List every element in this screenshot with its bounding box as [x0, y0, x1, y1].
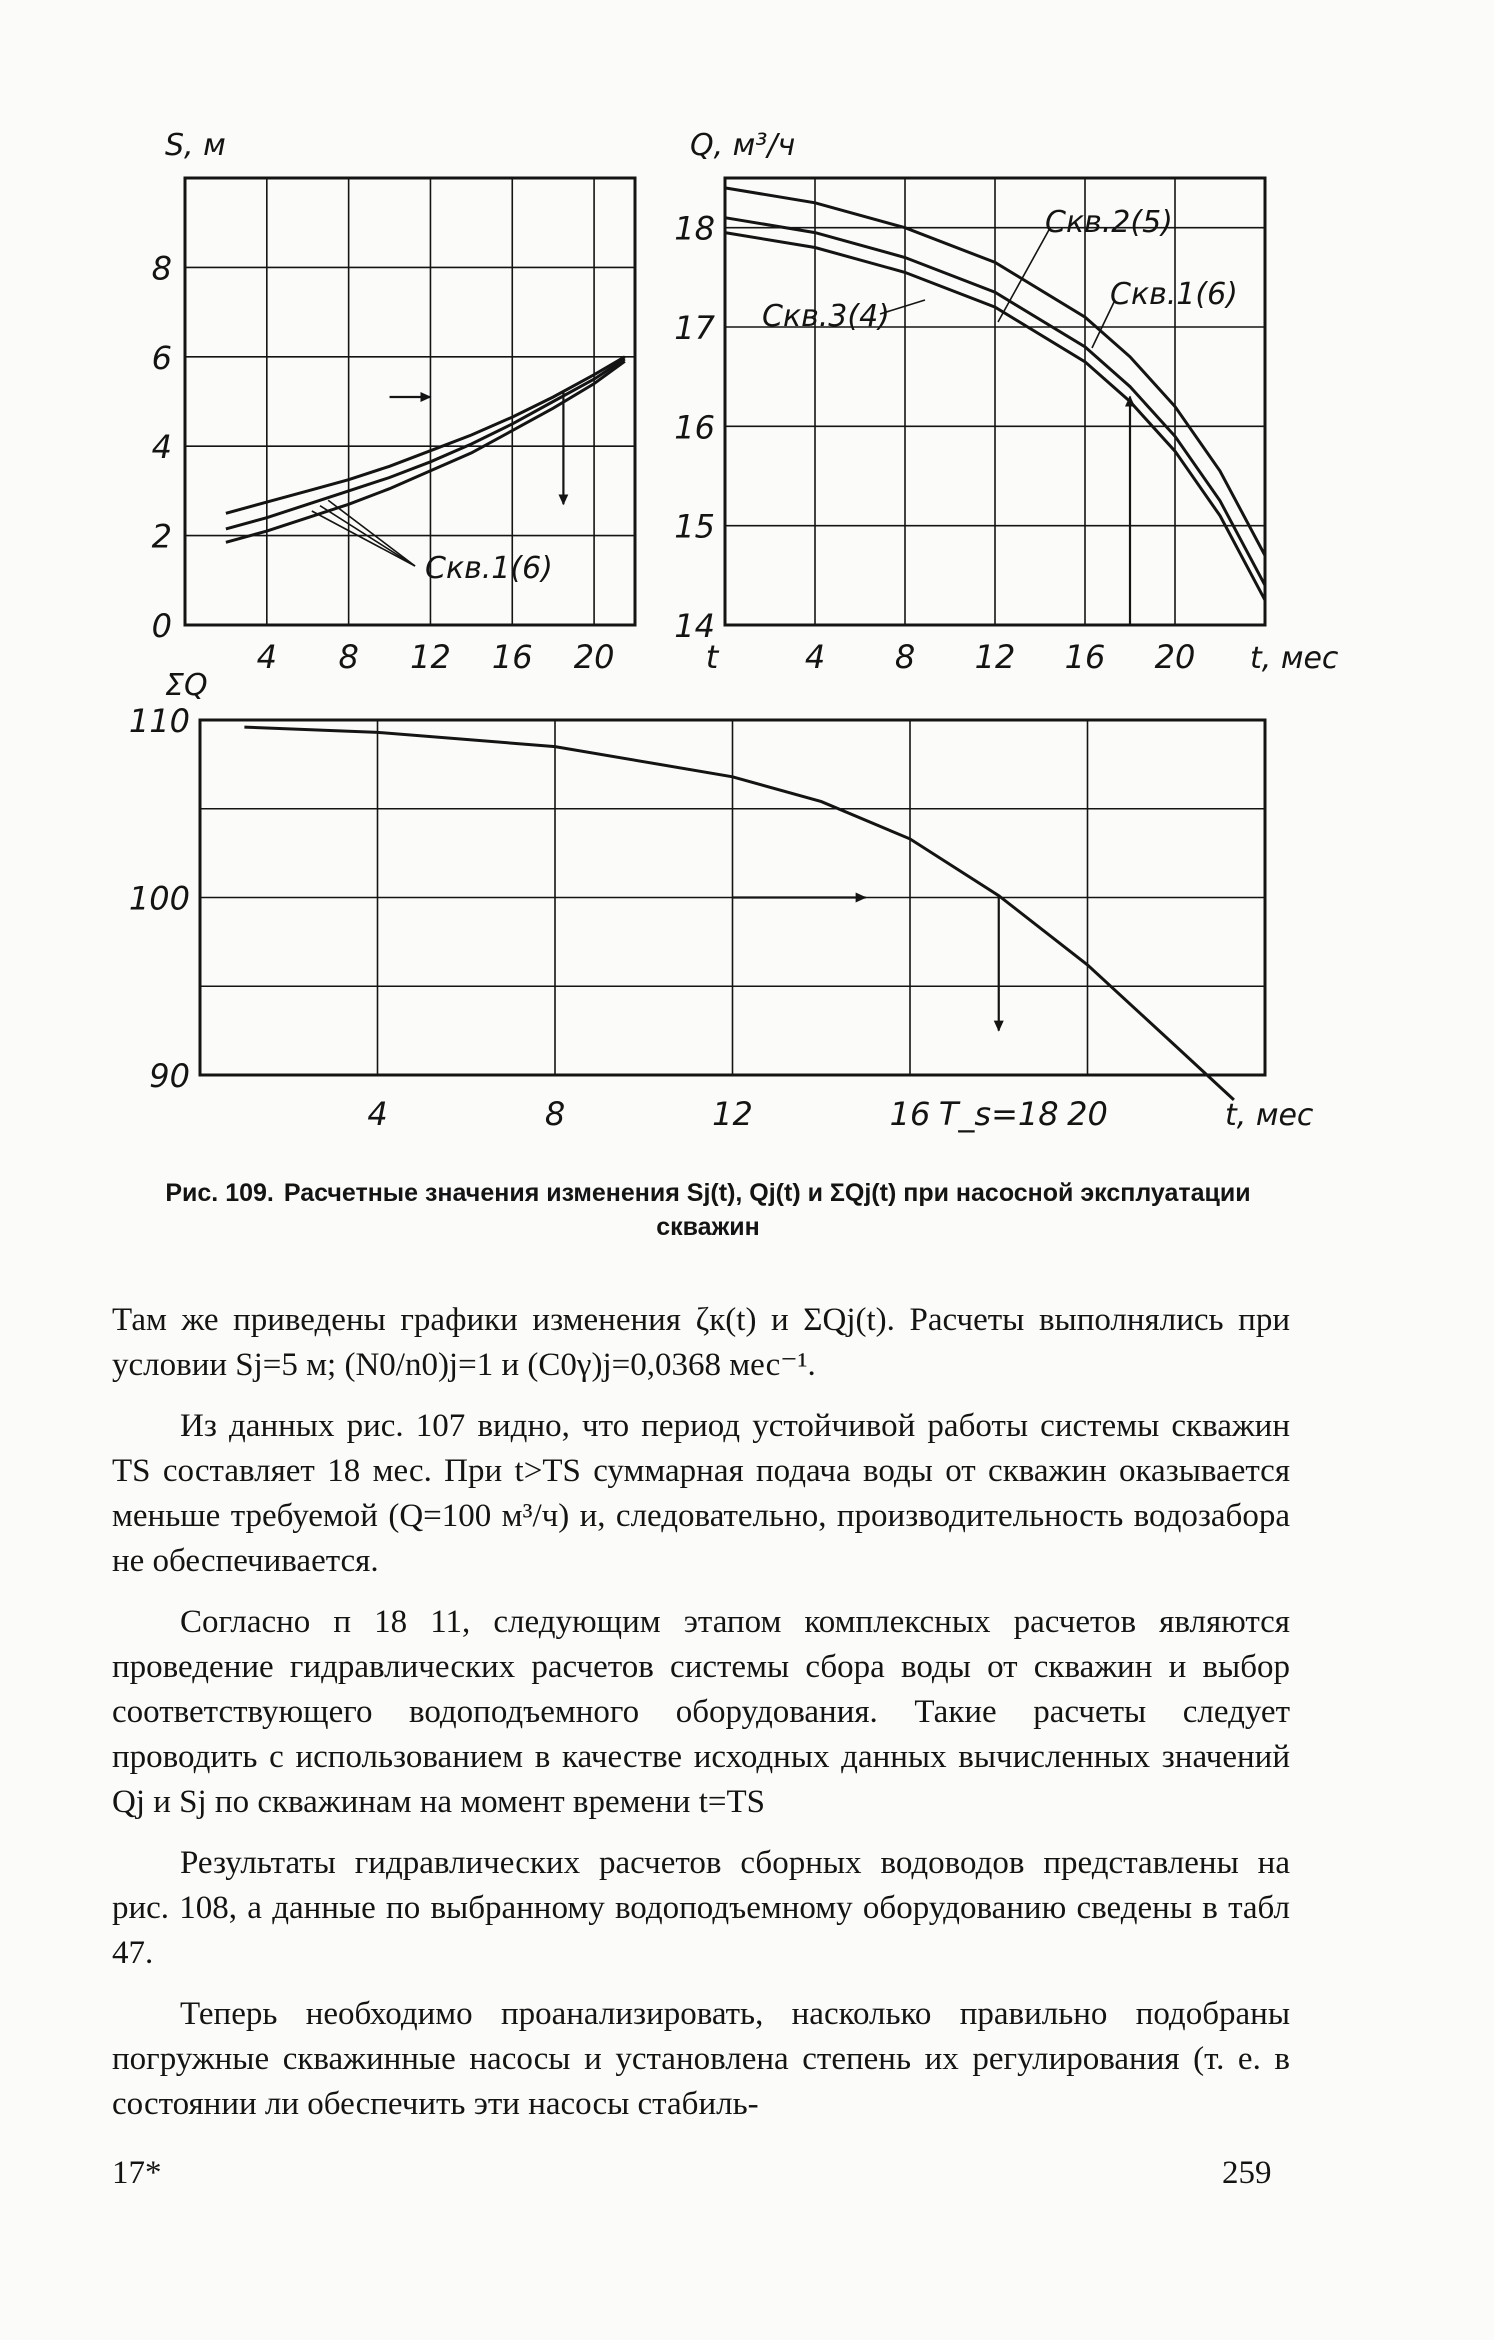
chart2-leader-1: [998, 228, 1050, 322]
chart1-y-tick: 0: [151, 607, 172, 645]
chart2-ylabel: Q, м³/ч: [690, 128, 796, 163]
chart1-x-tick: 4: [256, 638, 277, 676]
chart2-x-origin-label: t: [705, 638, 719, 676]
chart3-x-tick: 4: [367, 1095, 388, 1133]
chart1-series-2-line: [226, 359, 625, 529]
paragraph-4: Результаты гидравлических расчетов сборных водоводов представлены на рис. 108, а данные по выбранному водоподъемному оборудованию сведены в табл 47.: [112, 1845, 1290, 1971]
chart2-y-tick: 18: [674, 209, 715, 248]
chart3-ylabel: ΣQ: [165, 668, 208, 703]
chart2-y-tick: 17: [674, 309, 715, 347]
chart1-y-tick: 2: [151, 517, 172, 556]
chart2-y-tick: 16: [674, 408, 715, 447]
signature-mark: 17*: [112, 2155, 162, 2191]
chart1-x-tick: 20: [573, 638, 615, 676]
chart3-x-tick: 16: [889, 1095, 931, 1133]
caption-label: Рис. 109.: [165, 1179, 274, 1207]
chart3-y-tick: 100: [128, 879, 190, 918]
chart3-x-tick: 8: [544, 1095, 566, 1133]
chart3-y-tick: 90: [149, 1057, 190, 1095]
chart1-x-tick: 12: [410, 638, 451, 676]
chart2-x-tick: 8: [894, 638, 916, 676]
chart1-leader-1: [312, 511, 415, 566]
chart3-xlabel: t, мес: [1225, 1098, 1314, 1133]
chart1-y-tick: 4: [151, 428, 172, 467]
chart3-series-1-line: [244, 727, 1234, 1100]
chart2-y-tick: 14: [674, 607, 715, 645]
chart1-x-tick: 16: [491, 638, 533, 676]
chart1-series-1-line: [226, 357, 625, 514]
chart1-x-tick: 8: [338, 638, 359, 676]
chart2-x-tick: 4: [804, 638, 826, 676]
chart3-y-tick: 110: [128, 702, 190, 740]
chart2-annotation-2: Скв.1(6): [1110, 277, 1238, 312]
caption-text: Расчетные значения изменения Sj(t), Qj(t) и ΣQj(t) при насосной эксплуатации скважин: [283, 1179, 1251, 1241]
chart3-x-tick: 12: [712, 1095, 753, 1133]
chart2-x-tick: 20: [1154, 638, 1196, 676]
page-number: 259: [1222, 2155, 1272, 2191]
chart3-x-tick: T_s=18: [938, 1095, 1059, 1133]
chart3-x-tick: 20: [1067, 1095, 1108, 1133]
chart2-x-tick: 16: [1064, 638, 1106, 676]
chart2-annotation-1: Скв.2(5): [1045, 205, 1173, 240]
chart1-frame: [185, 178, 635, 625]
chart1-y-tick: 6: [151, 338, 172, 377]
paragraph-3: Согласно п 18 11, следующим этапом комплексных расчетов являются проведение гидравлических расчетов системы сбора воды от скважин и выбор соответствующего водоподъемного оборудования. Такие расчеты следует проводить с использованием в качестве исходных данных вычисленных значений Qj и Sj по скважинам на момент времени t=TS: [112, 1604, 1290, 1820]
chart1-ylabel: S, м: [165, 128, 226, 163]
body-text: [112, 1298, 1290, 2143]
paragraph-2: Из данных рис. 107 видно, что период устойчивой работы системы скважин TS составляет 18 мес. При t>TS суммарная подача воды от скважин оказывается меньше требуемой (Q=100 м³/ч) и, следовательно, производительность водозабора не обеспечивается.: [112, 1408, 1290, 1579]
chart2-annotation-3: Скв.3(4): [762, 299, 890, 334]
paragraph-5: Теперь необходимо проанализировать, насколько правильно подобраны погружные скважинные насосы и установлена степень их регулирования (т. е. в состоянии ли обеспечить эти насосы стабиль-: [112, 1996, 1290, 2122]
chart1-y-tick: 8: [151, 249, 172, 288]
chart2-xlabel: t, мес: [1250, 641, 1339, 676]
figure-caption: [118, 1176, 1298, 1244]
chart1-annotation: Скв.1(6): [425, 551, 553, 586]
chart1-leader-3: [328, 500, 415, 566]
paragraph-1: Там же приведены графики изменения ζк(t) и ΣQj(t). Расчеты выполнялись при условии Sj=5 м; (N0/n0)j=1 и (C0γ)j=0,0368 мес⁻¹.: [112, 1302, 1290, 1383]
figure-109: [0, 0, 1494, 1160]
chart2-y-tick: 15: [674, 507, 715, 546]
chart2-x-tick: 12: [974, 638, 1016, 676]
